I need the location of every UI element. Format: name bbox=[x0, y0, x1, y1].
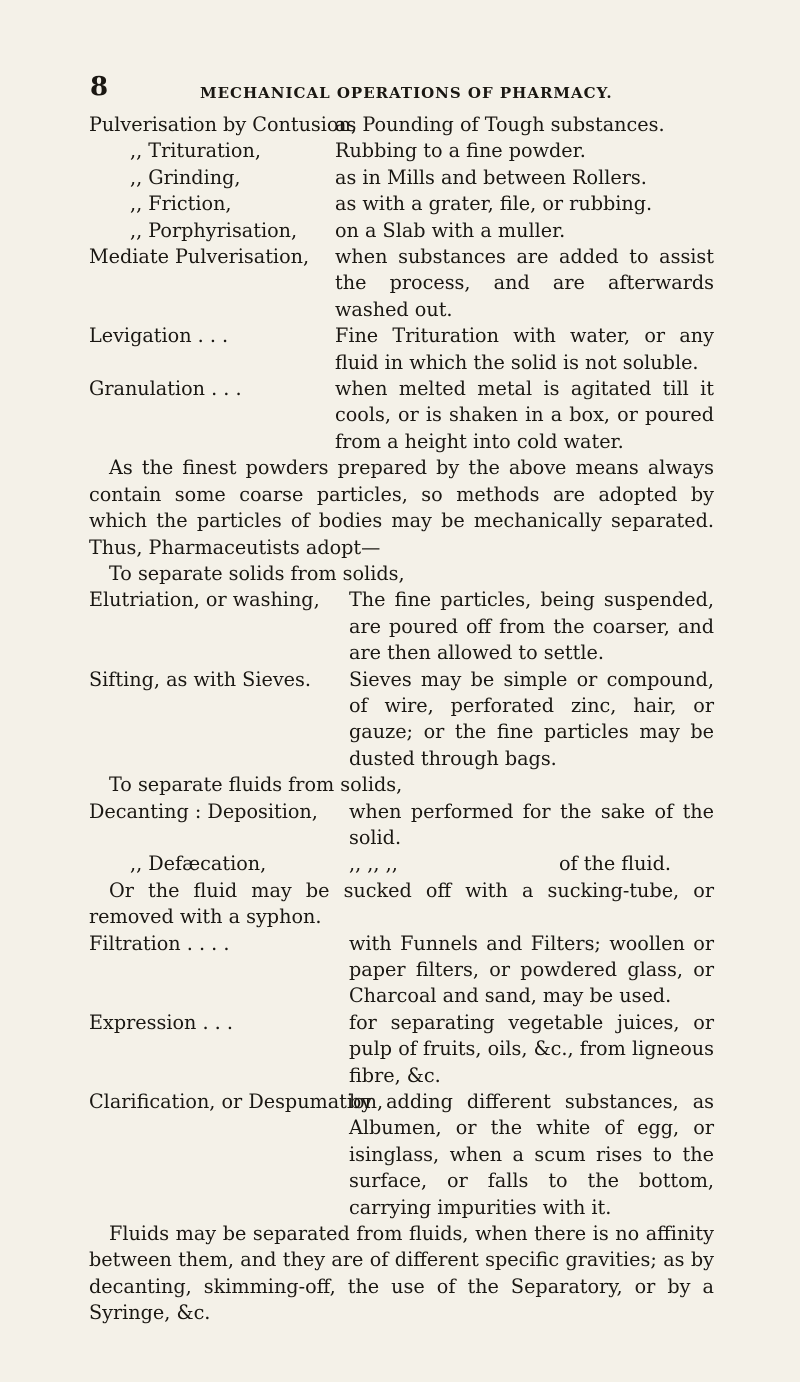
table-row bbox=[89, 244, 714, 323]
table-row bbox=[89, 138, 714, 164]
table-row bbox=[89, 376, 714, 455]
paragraph-fluids: Fluids may be separated from fluids, when there is no affinity between them, and they are of different specific gravities; as by decanting, skimming-off, the use of the Separatory, or by a Syringe, &c. bbox=[89, 1222, 714, 1325]
term: Mediate Pulverisation, bbox=[89, 245, 310, 269]
description: when substances are added to assist the process, and are afterwards washed out. bbox=[335, 245, 714, 321]
description: of the fluid. bbox=[559, 852, 671, 876]
term: ,, Friction, bbox=[130, 192, 232, 216]
description: on a Slab with a muller. bbox=[335, 218, 566, 242]
page-number: 8 bbox=[90, 72, 109, 102]
section-heading-solids: To separate solids from solids, bbox=[109, 561, 405, 585]
table-row bbox=[89, 667, 714, 773]
term: Sifting, as with Sieves. bbox=[89, 667, 311, 691]
term: ,, Porphyrisation, bbox=[130, 218, 298, 242]
term: Expression . . . bbox=[89, 1010, 233, 1034]
description: Fine Trituration with water, or any fluid in which the solid is not soluble. bbox=[335, 324, 714, 374]
table-row bbox=[89, 1089, 714, 1221]
table-row bbox=[89, 1010, 714, 1089]
description: The fine particles, being suspended, are poured off from the coarser, and are then allowed to settle. bbox=[349, 588, 714, 665]
paragraph-sucked: Or the fluid may be sucked off with a sucking-tube, or removed with a syphon. bbox=[89, 878, 714, 929]
description: with Funnels and Filters; woollen or paper filters, or powdered glass, or Charcoal and sand, may be used. bbox=[349, 931, 714, 1008]
description: when performed for the sake of the solid. bbox=[349, 799, 714, 849]
description: when melted metal is agitated till it cools, or is shaken in a box, or poured from a height into cold water. bbox=[335, 377, 714, 453]
description: as with a grater, file, or rubbing. bbox=[335, 192, 653, 216]
term: Levigation . . . bbox=[89, 324, 229, 348]
table-row bbox=[89, 851, 714, 877]
term: ,, Defæcation, bbox=[130, 852, 267, 876]
running-title: MECHANICAL OPERATIONS OF PHARMACY. bbox=[200, 84, 613, 102]
description: as in Mills and between Rollers. bbox=[335, 165, 647, 189]
term: Decanting : Deposition, bbox=[89, 799, 318, 823]
table-row bbox=[89, 323, 714, 376]
description: by adding different substances, as Albumen, or the white of egg, or isinglass, when a scum rises to the surface, or falls to the bottom, carrying impurities with it. bbox=[349, 1090, 714, 1219]
term: Granulation . . . bbox=[89, 377, 242, 401]
description: Rubbing to a fine powder. bbox=[335, 139, 586, 163]
ditto-marks: ,, ,, ,, bbox=[349, 852, 398, 876]
section-heading-fluids: To separate fluids from solids, bbox=[109, 773, 403, 797]
description: Sieves may be simple or compound, of wire, perforated zinc, hair, or gauze; or the fine particles may be dusted through bags. bbox=[349, 667, 714, 770]
term: Elutriation, or washing, bbox=[89, 588, 320, 612]
table-row bbox=[89, 931, 714, 1010]
term: ,, Trituration, bbox=[130, 139, 261, 163]
table-row bbox=[89, 191, 714, 217]
table-row bbox=[89, 587, 714, 666]
paragraph-separation: As the finest powders prepared by the above means always contain some coarse particles, so methods are adopted by which the particles of bodies may be mechanically separated. Thus, Pharmaceutists adopt— bbox=[89, 456, 714, 559]
table-row bbox=[89, 799, 714, 852]
description: for separating vegetable juices, or pulp of fruits, oils, &c., from ligneous fibre, &c. bbox=[349, 1010, 714, 1087]
term: Filtration . . . . bbox=[89, 931, 230, 955]
table-row bbox=[89, 165, 714, 191]
term: Pulverisation by Contusion, bbox=[89, 113, 357, 136]
table-row bbox=[89, 218, 714, 244]
description: as Pounding of Tough substances. bbox=[335, 113, 665, 136]
term: Clarification, or Despumation, bbox=[89, 1090, 384, 1114]
term: ,, Grinding, bbox=[130, 165, 241, 189]
table-row bbox=[89, 112, 714, 138]
page-body bbox=[89, 112, 714, 1327]
